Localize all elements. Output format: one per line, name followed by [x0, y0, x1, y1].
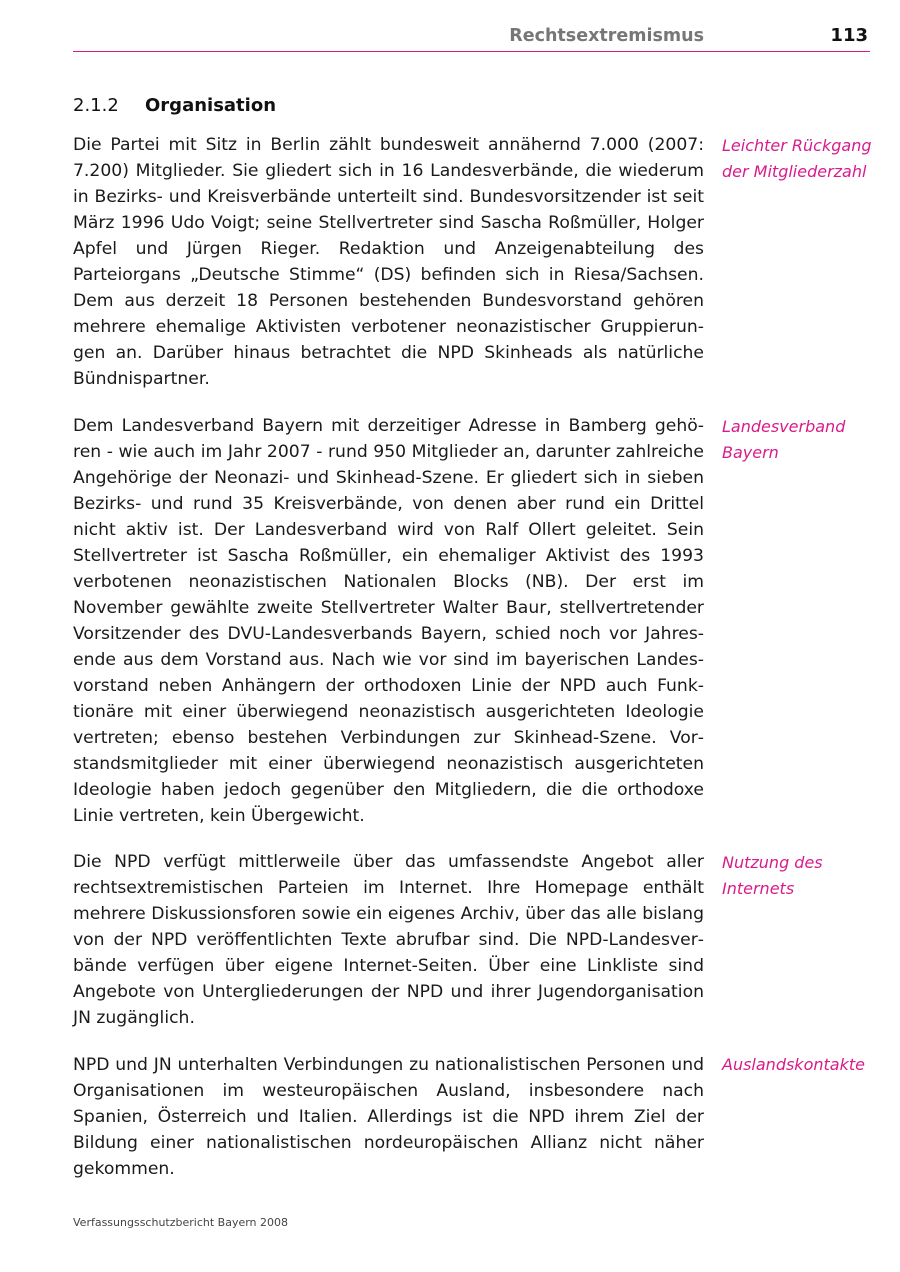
page-header: [73, 24, 870, 52]
margin-note-foreign-contacts: Auslandskontakte: [722, 1055, 865, 1074]
margin-note-membership: Leichter Rückgang der Mitgliederzahl: [722, 136, 872, 181]
section-heading: [73, 95, 276, 116]
section-number: 2.1.2: [73, 95, 119, 116]
running-header-title: Rechtsextremismus: [509, 26, 704, 46]
page-number: 113: [830, 25, 868, 46]
paragraph-membership: Die Partei mit Sitz in Berlin zählt bundesweit annähernd 7.000 (2007: 7.200) Mitglieder. Sie gliedert sich in 16 Landesverbände, die wiederum in Bezirks- und Kreisverbände unterteilt sind. Bundesvorsitzender ist seit März 1996 Udo Voigt; seine Stellvertreter sind Sascha Roßmüller, Holger Apfel und Jürgen Rieger. Redaktion und Anzeigenabteilung des Parteiorgans „Deutsche Stimme“ (DS) befinden sich in Riesa/Sachsen. Dem aus derzeit 18 Personen bestehenden Bundesvorstand gehören mehrere ehemalige Aktivisten verbotener neonazistischer Gruppierungen an. Darüber hinaus betrachtet die NPD Skinheads als natürliche Bündnispartner.: [73, 135, 704, 389]
section-title: Organisation: [145, 95, 277, 116]
margin-note-bavaria: Landesverband Bayern: [722, 417, 846, 462]
paragraph-foreign-contacts: NPD und JN unterhalten Verbindungen zu nationalistischen Personen und Organisationen im westeuropäischen Ausland, insbesondere nach Spanien, Österreich und Italien. Allerdings ist die NPD ihrem Ziel der Bildung einer nationalistischen nordeuropäischen Allianz nicht näher gekommen.: [73, 1055, 704, 1179]
margin-note-internet: Nutzung des Internets: [722, 853, 823, 898]
paragraph-internet: Die NPD verfügt mittlerweile über das umfassendste Angebot aller rechtsextremistischen Parteien im Internet. Ihre Homepage enthält mehrere Diskussionsforen sowie ein eigenes Archiv, über das alle bislang von der NPD veröffentlichten Texte abrufbar sind. Die NPD-Landesverbände verfügen über eigene Internet-Seiten. Über eine Linkliste sind Angebote von Untergliederungen der NPD und ihrer Jugendorganisation JN zugänglich.: [73, 852, 704, 1028]
page-footer: Verfassungsschutzbericht Bayern 2008: [73, 1216, 289, 1229]
paragraph-bavaria: Dem Landesverband Bayern mit derzeitiger Adresse in Bamberg gehören - wie auch im Jahr 2007 - rund 950 Mitglieder an, darunter zahlreiche Angehörige der Neonazi- und Skinhead-Szene. Er gliedert sich in sieben Bezirks- und rund 35 Kreisverbände, von denen aber rund ein Drittel nicht aktiv ist. Der Landesverband wird von Ralf Ollert geleitet. Sein Stellvertreter ist Sascha Roßmüller, ein ehemaliger Aktivist des 1993 verbotenen neonazistischen Nationalen Blocks (NB). Der erst im November gewählte zweite Stellvertreter Walter Baur, stellvertretender Vorsitzender des DVU-Landesverbands Bayern, schied noch vor Jahresende aus dem Vorstand aus. Nach wie vor sind im bayerischen Landesvorstand neben Anhängern der orthodoxen Linie der NPD auch Funktionäre mit einer überwiegend neonazistisch ausgerichteten Ideologie vertreten; ebenso bestehen Verbindungen zur Skinhead-Szene. Vorstandsmitglieder mit einer überwiegend neonazistisch ausgerichteten Ideologie haben jedoch gegenüber den Mitgliedern, die die orthodoxe Linie vertreten, kein Übergewicht.: [73, 416, 704, 826]
